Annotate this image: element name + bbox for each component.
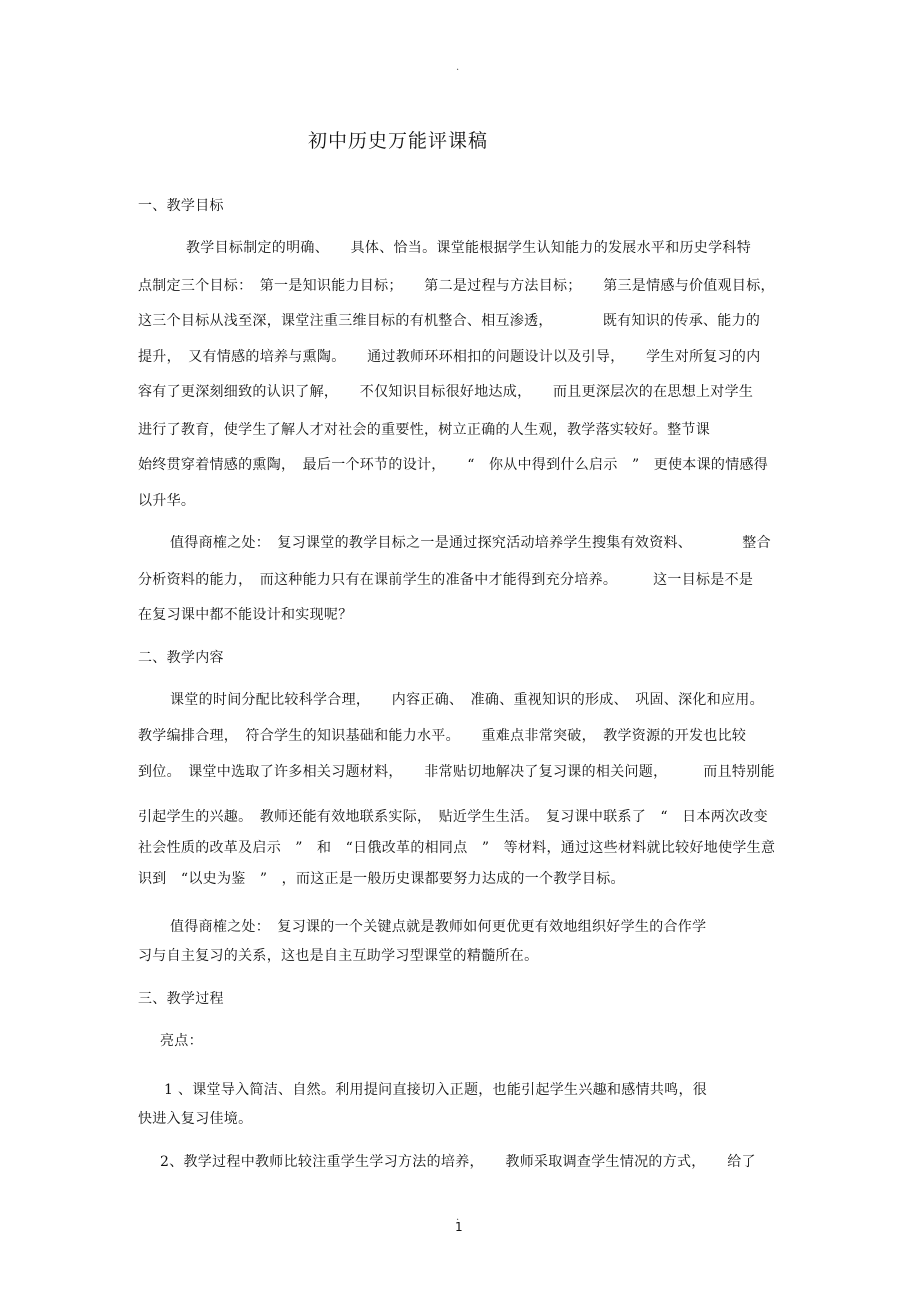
text-line-p1l5: 容有了更深刻细致的认识了解， 不仅知识目标很好地达成， 而且更深层次的在思想上对学生 xyxy=(138,384,754,400)
text-line-p3l2: 教学编排合理， 符合学生的知识基础和能力水平。 重难点非常突破， 教学资源的开发也比较 xyxy=(138,728,747,744)
text-line-p4l2: 习与自主复习的关系，这也是自主互助学习型课堂的精髓所在。 xyxy=(138,948,539,964)
text-line-p1l6: 进行了教育，使学生了解人才对社会的重要性，树立正确的人生观，教学落实较好。整节课 xyxy=(138,422,710,438)
text-line-p1l4: 提升， 又有情感的培养与熏陶。 通过教师环环相扣的问题设计以及引导， 学生对所复习的内 xyxy=(138,349,761,365)
page-number: 1 xyxy=(455,1220,463,1234)
header-mark: . xyxy=(456,62,460,73)
text-line-h1: 一、教学目标 xyxy=(138,198,224,214)
text-line-p2l1: 值得商榷之处： 复习课堂的教学目标之一是通过探究活动培养学生搜集有效资料、 整合 xyxy=(170,535,771,551)
text-line-p6l1: 1 、课堂导入简洁、自然。利用提问直接切入正题，也能引起学生兴趣和感情共鸣，很 xyxy=(164,1082,708,1098)
text-line-p1l7: 始终贯穿着情感的熏陶， 最后一个环节的设计， “ 你从中得到什么启示 ” 更使本课的情感得 xyxy=(138,457,769,473)
text-line-p3l5: 社会性质的改革及启示 ” 和 “日俄改革的相同点 ” 等材料，通过这些材料就比较好地使学生意 xyxy=(138,840,776,856)
text-line-p3l1: 课堂的时间分配比较科学合理， 内容正确、 准确、重视知识的形成、 巩固、深化和应用。 xyxy=(170,692,764,708)
text-line-p2l3: 在复习课中都不能设计和实现呢？ xyxy=(138,607,353,623)
text-line-p1l3: 这三个目标从浅至深，课堂注重三维目标的有机整合、相互渗透， 既有知识的传承、能力的 xyxy=(138,313,761,329)
text-line-p7l1: 2、教学过程中教师比较注重学生学习方法的培养， 教师采取调查学生情况的方式， 给了 xyxy=(160,1154,756,1170)
text-line-h2: 二、教学内容 xyxy=(138,650,224,666)
text-line-p1l1: 教学目标制定的明确、 具体、恰当。课堂能根据学生认知能力的发展水平和历史学科特 xyxy=(186,240,751,256)
text-line-p1l8: 以升华。 xyxy=(138,493,196,509)
footer-mark: . xyxy=(456,1212,460,1223)
text-line-p2l2: 分析资料的能力， 而这种能力只有在课前学生的准备中才能得到充分培养。 这一目标是不是 xyxy=(138,572,754,588)
document-title: 初中历史万能评课稿 xyxy=(308,130,489,152)
text-line-p1l2: 点制定三个目标： 第一是知识能力目标； 第二是过程与方法目标； 第三是情感与价值观目标， xyxy=(138,278,775,294)
text-line-p5l1: 亮点： xyxy=(160,1033,203,1049)
text-line-p4l1: 值得商榷之处： 复习课的一个关键点就是教师如何更优更有效地组织好学生的合作学 xyxy=(170,919,707,935)
text-line-p3l6: 识到 “以史为鉴 ” ，而这正是一般历史课都要努力达成的一个教学目标。 xyxy=(138,871,625,887)
text-line-p3l4: 引起学生的兴趣。 教师还能有效地联系实际， 贴近学生生活。 复习课中联系了 “ 日本两次改变 xyxy=(138,809,768,825)
text-line-p3l3: 到位。 课堂中选取了许多相关习题材料， 非常贴切地解决了复习课的相关问题， 而且特别能 xyxy=(138,764,775,780)
text-line-p6l2: 快进入复习佳境。 xyxy=(138,1111,253,1127)
text-line-h3: 三、教学过程 xyxy=(138,991,224,1007)
